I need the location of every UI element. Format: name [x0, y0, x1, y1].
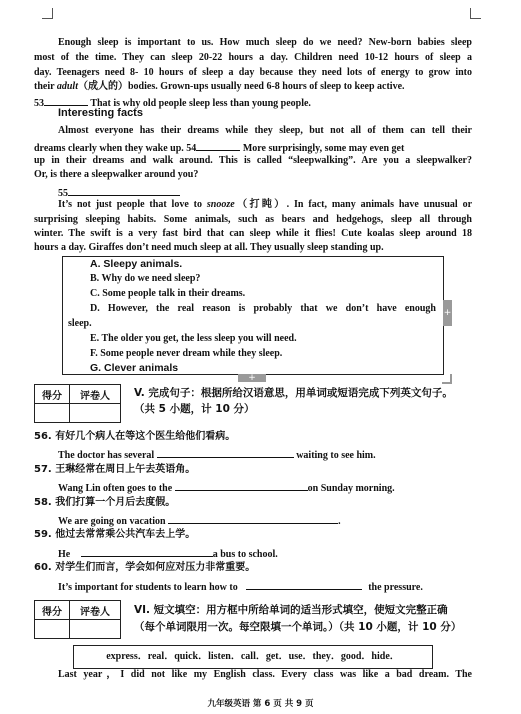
- score-cell[interactable]: [35, 620, 70, 639]
- section-vi-subtitle: （每个单词限用一次。每空限填一个单词。）（共 10 小题，计 10 分）: [134, 621, 462, 633]
- option-b: B. Why do we need sleep?: [90, 273, 201, 284]
- passage-line: Almost everyone has their dreams while they sleep, but not all of them can tell their: [58, 125, 472, 136]
- grader-label: 评卷人: [70, 601, 121, 620]
- passage-line: Or, is there a sleepwalker around you?: [34, 169, 199, 180]
- text-fragment: The doctor has several: [58, 450, 155, 461]
- score-label: 得分: [35, 385, 70, 404]
- answer-blank-58[interactable]: [168, 512, 338, 524]
- page-footer: 九年级英语 第 6 页 共 9 页: [207, 699, 314, 709]
- question-58-en: [58, 512, 341, 529]
- option-g: G. Clever animals: [90, 362, 179, 374]
- answer-blank-60[interactable]: [246, 578, 362, 590]
- passage-line: surprising sleeping habits. Some animals, such as bears and hedgehogs, sleep all through: [34, 214, 472, 225]
- text-fragment: We are going on vacation: [58, 516, 166, 527]
- question-57-en: [58, 479, 395, 496]
- text-fragment: （打盹）. In fact, many animals have unusual or: [234, 199, 473, 210]
- text-fragment: （成人的）bodies. Grown-ups usually need 6-8 hours of sleep to keep active.: [78, 81, 405, 92]
- text-fragment: He: [58, 549, 71, 560]
- question-number: 55: [58, 188, 68, 199]
- section-v-title: V. 完成句子：根据所给汉语意思，用单词或短语完成下列英文句子。: [134, 387, 453, 399]
- score-table-5: [34, 384, 121, 423]
- passage-line: up in their dreams and walk around. This is called “sleepwalking”. Are you a sleepwalker?: [34, 155, 472, 166]
- text-fragment: It’s not just people that love to: [58, 199, 207, 210]
- text-fragment: dreams clearly when they wake up. 54: [34, 143, 197, 154]
- answer-blank-57[interactable]: [175, 479, 308, 491]
- crop-mark-left: [42, 8, 53, 19]
- text-fragment: .: [338, 516, 341, 527]
- passage-line: [34, 80, 472, 94]
- resize-handle-right[interactable]: +: [443, 300, 452, 326]
- question-60-en: [58, 578, 423, 595]
- text-fragment: It’s important for students to learn how to: [58, 582, 238, 593]
- option-d: D. However, the real reason is probably that we don’t have enough: [90, 303, 436, 314]
- answer-blank-55[interactable]: [68, 184, 180, 196]
- resize-handle-bottom[interactable]: +: [238, 374, 266, 382]
- grader-label: 评卷人: [70, 385, 121, 404]
- italic-word: snooze: [206, 199, 235, 210]
- text-fragment: their: [34, 81, 57, 92]
- score-cell[interactable]: [35, 404, 70, 423]
- passage-line: most of the time. They can sleep 20-22 hours a day. Children need 10-12 hours of sleep a: [34, 52, 472, 63]
- crop-mark-right: [470, 8, 481, 19]
- question-59-en: [58, 545, 278, 562]
- question-56-cn: 56. 有好几个病人在等这个医生给他们看病。: [34, 431, 236, 442]
- section-heading: Interesting facts: [58, 107, 143, 119]
- answer-blank-59[interactable]: [81, 545, 213, 557]
- grader-cell[interactable]: [70, 404, 121, 423]
- question-number: 53: [34, 98, 44, 109]
- option-e: E. The older you get, the less sleep you will need.: [90, 333, 297, 344]
- text-fragment: waiting to see him.: [296, 450, 376, 461]
- passage-line: winter. The swift is a very fast bird that can sleep while it flies! Cute koalas sleep around 18: [34, 228, 472, 239]
- question-57-cn: 57. 王琳经常在周日上午去英语角。: [34, 464, 196, 475]
- score-table-6: [34, 600, 121, 639]
- option-c: C. Some people talk in their dreams.: [90, 288, 246, 299]
- text-fragment: on Sunday morning.: [307, 483, 395, 494]
- option-a: A. Sleepy animals.: [90, 258, 183, 270]
- option-d-cont: sleep.: [68, 318, 92, 329]
- question-60-cn: 60. 对学生们而言，学会如何应对压力非常重要。: [34, 562, 256, 573]
- option-f: F. Some people never dream while they sleep.: [90, 348, 283, 359]
- resize-corner-icon[interactable]: [442, 374, 452, 384]
- answer-blank-53[interactable]: [44, 94, 88, 106]
- grader-cell[interactable]: [70, 620, 121, 639]
- passage-line: Enough sleep is important to us. How much sleep do we need? New-born babies sleep: [58, 37, 472, 48]
- section-v-subtitle: （共 5 小题，计 10 分）: [134, 403, 255, 415]
- section-vi-title: VI. 短文填空：用方框中所给单词的适当形式填空，使短文完整正确: [134, 604, 448, 616]
- question-58-cn: 58. 我们打算一个月后去度假。: [34, 497, 176, 508]
- text-fragment: That is why old people sleep less than young people.: [88, 98, 311, 109]
- passage-line: hours a day. Giraffes don’t need much sleep at all. They usually sleep standing up.: [34, 242, 384, 253]
- text-fragment: the pressure.: [368, 582, 423, 593]
- passage-line: Last year，I did not like my English class. Every class was like a bad dream. The: [58, 669, 472, 680]
- text-fragment: a bus to school.: [212, 549, 278, 560]
- passage-line: [58, 198, 472, 212]
- passage-line: day. Teenagers need 8- 10 hours of sleep a day because they need lots of energy to grow into: [34, 67, 472, 78]
- question-56-en: [58, 446, 376, 463]
- score-label: 得分: [35, 601, 70, 620]
- question-59-cn: 59. 他过去常常乘公共汽车去上学。: [34, 529, 196, 540]
- word-bank-box: express．real．quick．listen．call．get．use．they．good．hide．: [73, 645, 433, 669]
- answer-blank-54[interactable]: [196, 139, 240, 151]
- answer-blank-56[interactable]: [157, 446, 294, 458]
- italic-word: adult: [56, 81, 78, 92]
- text-fragment: More surprisingly, some may even get: [240, 143, 405, 154]
- text-fragment: Wang Lin often goes to the: [58, 483, 173, 494]
